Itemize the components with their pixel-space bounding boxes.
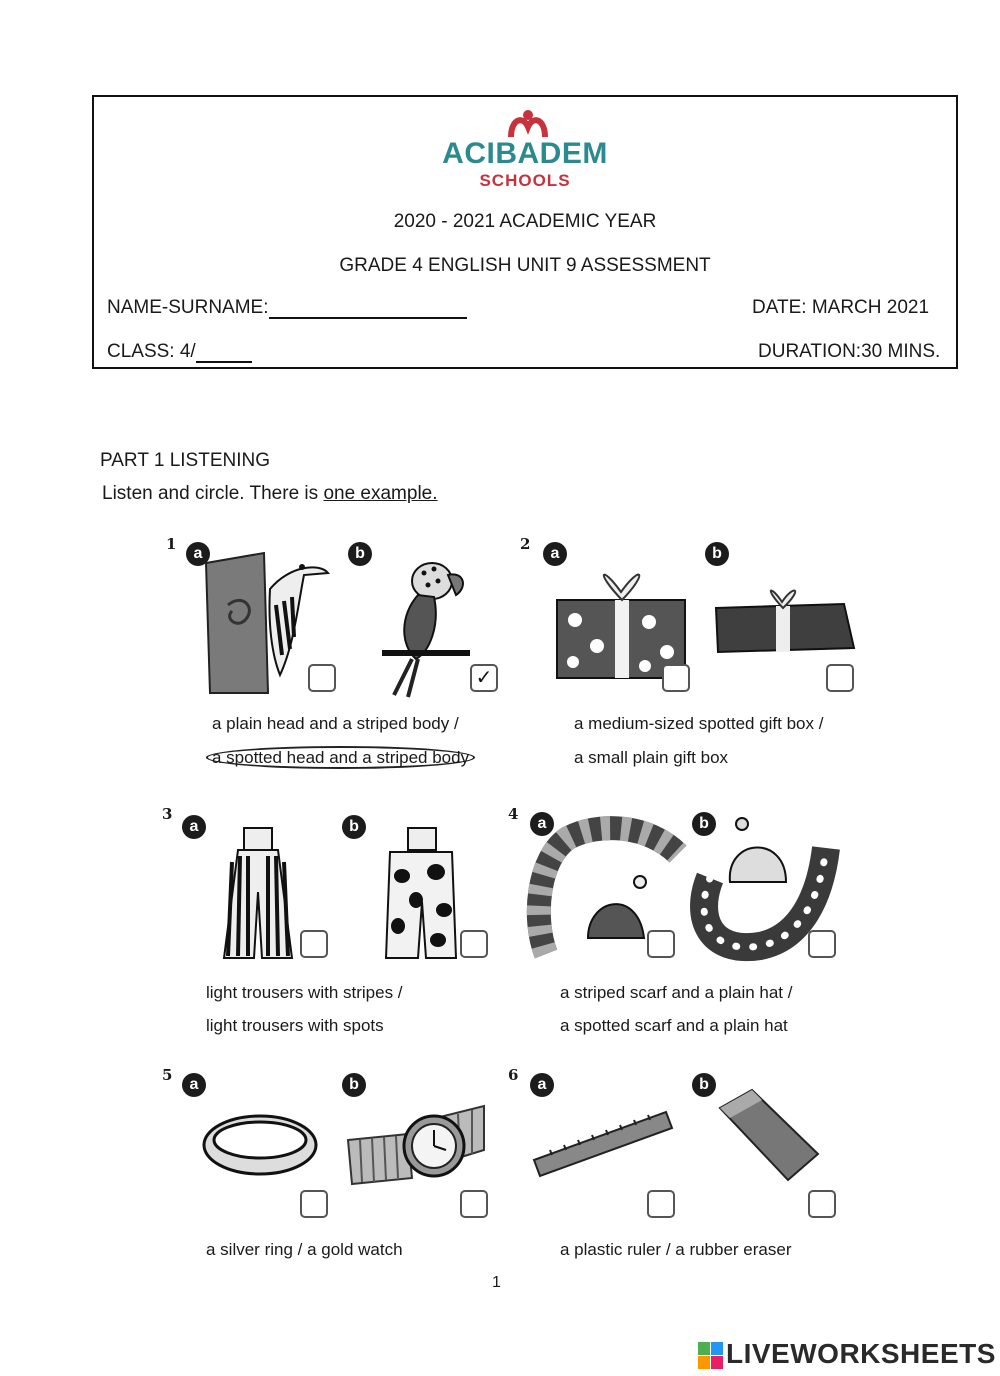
- rubber-eraser-image: [712, 1086, 822, 1186]
- class-label: CLASS: 4/: [107, 341, 196, 362]
- duration-field: [758, 341, 940, 363]
- question-number: 2: [520, 535, 531, 553]
- option-b-badge: b: [705, 542, 729, 566]
- caption-line-2: a small plain gift box: [574, 748, 729, 767]
- question-number: 6: [508, 1066, 519, 1084]
- page-number: 1: [492, 1274, 501, 1291]
- plastic-ruler-image: [532, 1108, 674, 1178]
- striped-trousers-image: [218, 822, 298, 962]
- option-b-badge: b: [692, 812, 716, 836]
- option-b-badge: b: [692, 1073, 716, 1097]
- name-field[interactable]: [107, 297, 467, 319]
- answer-checkbox[interactable]: [808, 1190, 836, 1218]
- caption-line-1: light trousers with stripes /: [206, 983, 403, 1002]
- caption-line-1: a medium-sized spotted gift box /: [574, 714, 824, 733]
- class-field[interactable]: [107, 341, 252, 363]
- date-value: MARCH 2021: [811, 297, 930, 318]
- parrot-image: [378, 555, 478, 700]
- class-blank[interactable]: [196, 343, 252, 363]
- instruction-text: Listen and circle. There is: [102, 483, 319, 504]
- date-label: DATE:: [752, 297, 807, 318]
- option-b-badge: b: [348, 542, 372, 566]
- answer-checkbox[interactable]: [808, 930, 836, 958]
- option-a-badge: a: [186, 542, 210, 566]
- duration-value: 30 MINS.: [861, 341, 941, 362]
- name-label: NAME-SURNAME:: [107, 297, 269, 318]
- answer-checkbox[interactable]: [662, 664, 690, 692]
- duration-label: DURATION:: [758, 341, 862, 362]
- option-a-badge: a: [182, 815, 206, 839]
- option-a-badge: a: [182, 1073, 206, 1097]
- caption-line-1: a silver ring / a gold watch: [206, 1240, 403, 1259]
- date-field: [752, 297, 929, 319]
- caption-line-1: a plain head and a striped body /: [212, 714, 459, 733]
- logo-subtitle: SCHOOLS: [479, 171, 571, 190]
- option-a-badge: a: [530, 812, 554, 836]
- caption-line-1: a striped scarf and a plain hat /: [560, 983, 793, 1002]
- answer-checkbox-checked[interactable]: ✓: [470, 664, 498, 692]
- silver-ring-image: [200, 1112, 320, 1178]
- liveworksheets-logo-icon: [698, 1342, 724, 1370]
- option-a-badge: a: [530, 1073, 554, 1097]
- circled-example-answer: a spotted head and a striped body: [206, 746, 475, 769]
- question-number: 1: [166, 535, 177, 553]
- caption-line-1: a plastic ruler / a rubber eraser: [560, 1240, 792, 1259]
- assessment-title: GRADE 4 ENGLISH UNIT 9 ASSESSMENT: [339, 255, 711, 276]
- caption-line-2: a spotted scarf and a plain hat: [560, 1016, 788, 1035]
- answer-checkbox[interactable]: [300, 1190, 328, 1218]
- option-a-badge: a: [543, 542, 567, 566]
- academic-year: 2020 - 2021 ACADEMIC YEAR: [393, 211, 657, 232]
- header-box: [92, 95, 958, 369]
- caption-line-2: [206, 748, 475, 768]
- instructions: [102, 483, 438, 505]
- question-number: 3: [162, 805, 173, 823]
- answer-checkbox[interactable]: [308, 664, 336, 692]
- liveworksheets-brand[interactable]: LIVEWORKSHEETS: [726, 1338, 996, 1369]
- answer-checkbox[interactable]: [826, 664, 854, 692]
- answer-checkbox[interactable]: [460, 1190, 488, 1218]
- spotted-trousers-image: [380, 822, 462, 962]
- option-b-badge: b: [342, 815, 366, 839]
- question-number: 5: [162, 1066, 173, 1084]
- option-b-badge: b: [342, 1073, 366, 1097]
- answer-checkbox[interactable]: [647, 1190, 675, 1218]
- answer-checkbox[interactable]: [460, 930, 488, 958]
- plain-gift-box-image: [714, 588, 856, 658]
- name-blank[interactable]: [269, 299, 467, 319]
- caption-line-2: light trousers with spots: [206, 1016, 384, 1035]
- instruction-example: one example.: [323, 483, 438, 504]
- gold-watch-image: [348, 1100, 488, 1190]
- answer-checkbox[interactable]: [300, 930, 328, 958]
- question-number: 4: [508, 805, 519, 823]
- part-title: PART 1 LISTENING: [100, 450, 270, 471]
- logo-name: ACIBADEM: [442, 137, 608, 170]
- answer-checkbox[interactable]: [647, 930, 675, 958]
- logo-mark-icon: [503, 109, 553, 139]
